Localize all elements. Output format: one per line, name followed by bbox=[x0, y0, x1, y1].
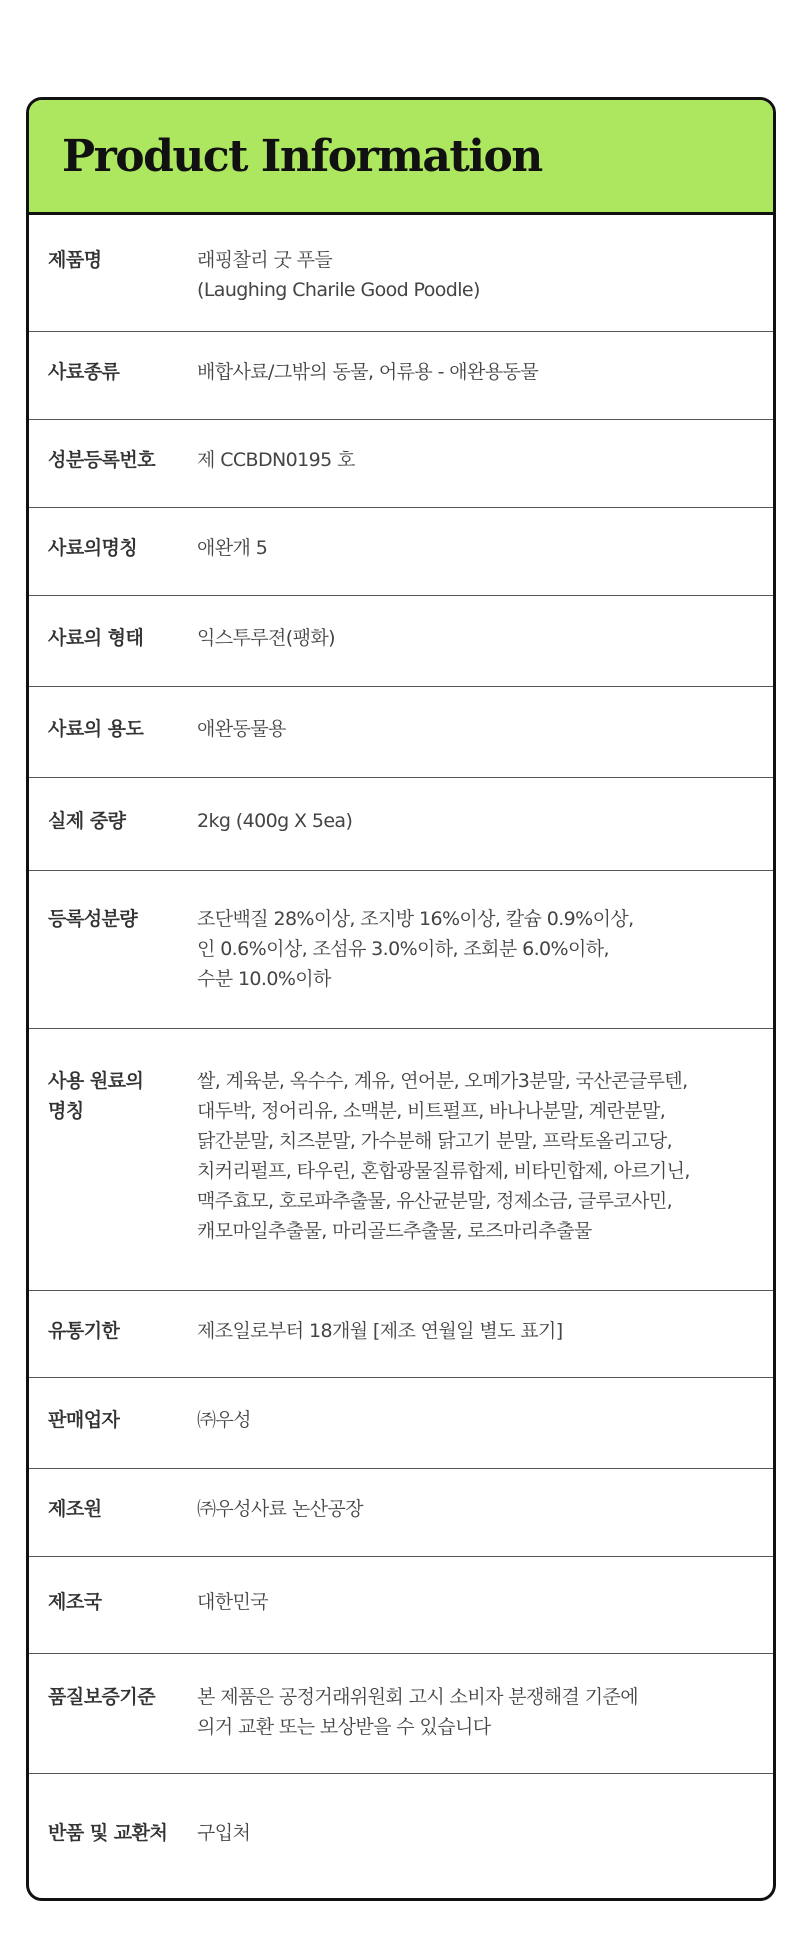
row-label: 사료종류 bbox=[48, 361, 120, 383]
row-value: 조단백질 28%이상, 조지방 16%이상, 칼슘 0.9%이상, 인 0.6%이상, 조섬유 3.0%이하, 조회분 6.0%이하, 수분 10.0%이하 bbox=[197, 908, 634, 990]
row-label: 제품명 bbox=[48, 249, 102, 271]
row-value: 제 CCBDN0195 호 bbox=[197, 449, 355, 471]
row-label: 제조국 bbox=[48, 1591, 102, 1613]
info-row-registered-ingredients bbox=[29, 871, 773, 1029]
info-row-manufacturer bbox=[29, 1469, 773, 1557]
row-label: 사료의명칭 bbox=[48, 537, 138, 559]
card-header bbox=[29, 100, 773, 215]
row-label: 유통기한 bbox=[48, 1320, 120, 1342]
row-value: 쌀, 계육분, 옥수수, 계유, 연어분, 오메가3분말, 국산콘글루텐, 대두박, 정어리유, 소맥분, 비트펄프, 바나나분말, 계란분말, 닭간분말, 치즈분말, 가수분해 닭고기 분말, 프락토올리고당, 치커리펄프, 타우린, 혼합광물질류합제, 비타민합제, 아르기닌, 맥주효모, 호로파추출물, 유산균분말, 정제소금, 글루코사민, 캐모마일추출물, 마리골드추출물, 로즈마리추출물 bbox=[197, 1070, 690, 1242]
info-row-net-weight bbox=[29, 778, 773, 871]
row-value: 익스투루젼(팽화) bbox=[197, 627, 335, 649]
row-value: 애완동물용 bbox=[197, 718, 286, 740]
row-label: 판매업자 bbox=[48, 1409, 120, 1431]
info-row-registration-number bbox=[29, 420, 773, 508]
row-label: 성분등록번호 bbox=[48, 449, 156, 471]
row-value: 제조일로부터 18개월 [제조 연월일 별도 표기] bbox=[197, 1320, 563, 1342]
card-title: Product Information bbox=[62, 130, 542, 182]
info-row-feed-name bbox=[29, 508, 773, 596]
row-label: 품질보증기준 bbox=[48, 1686, 156, 1708]
row-value: 애완개 5 bbox=[197, 537, 268, 559]
row-value: 래핑찰리 굿 푸들 (Laughing Charile Good Poodle) bbox=[197, 249, 480, 301]
info-row-feed-purpose bbox=[29, 687, 773, 778]
info-row-feed-form bbox=[29, 596, 773, 687]
info-row-quality-standard bbox=[29, 1654, 773, 1774]
row-value: 본 제품은 공정거래위원회 고시 소비자 분쟁해결 기준에 의거 교환 또는 보상받을 수 있습니다 bbox=[197, 1686, 638, 1738]
row-value: 배합사료/그밖의 동물, 어류용 - 애완용동물 bbox=[197, 361, 539, 383]
row-label: 사료의 용도 bbox=[48, 718, 144, 740]
row-label: 제조원 bbox=[48, 1498, 102, 1520]
info-row-seller bbox=[29, 1378, 773, 1469]
row-label: 실제 중량 bbox=[48, 810, 126, 832]
row-value: ㈜우성 bbox=[197, 1409, 251, 1431]
row-value: 대한민국 bbox=[197, 1591, 269, 1613]
row-value: ㈜우성사료 논산공장 bbox=[197, 1498, 363, 1520]
info-row-return-exchange bbox=[29, 1774, 773, 1892]
row-label: 사료의 형태 bbox=[48, 627, 144, 649]
row-label: 등록성분량 bbox=[48, 908, 138, 930]
info-row-feed-type bbox=[29, 332, 773, 420]
info-row-raw-materials bbox=[29, 1029, 773, 1291]
row-label: 사용 원료의 명칭 bbox=[48, 1070, 144, 1122]
info-row-country bbox=[29, 1557, 773, 1654]
row-label: 반품 및 교환처 bbox=[48, 1822, 168, 1844]
info-row-shelf-life bbox=[29, 1291, 773, 1378]
info-row-product-name bbox=[29, 215, 773, 332]
product-info-card bbox=[26, 97, 776, 1901]
row-value: 구입처 bbox=[197, 1822, 251, 1844]
row-value: 2kg (400g X 5ea) bbox=[197, 810, 353, 832]
